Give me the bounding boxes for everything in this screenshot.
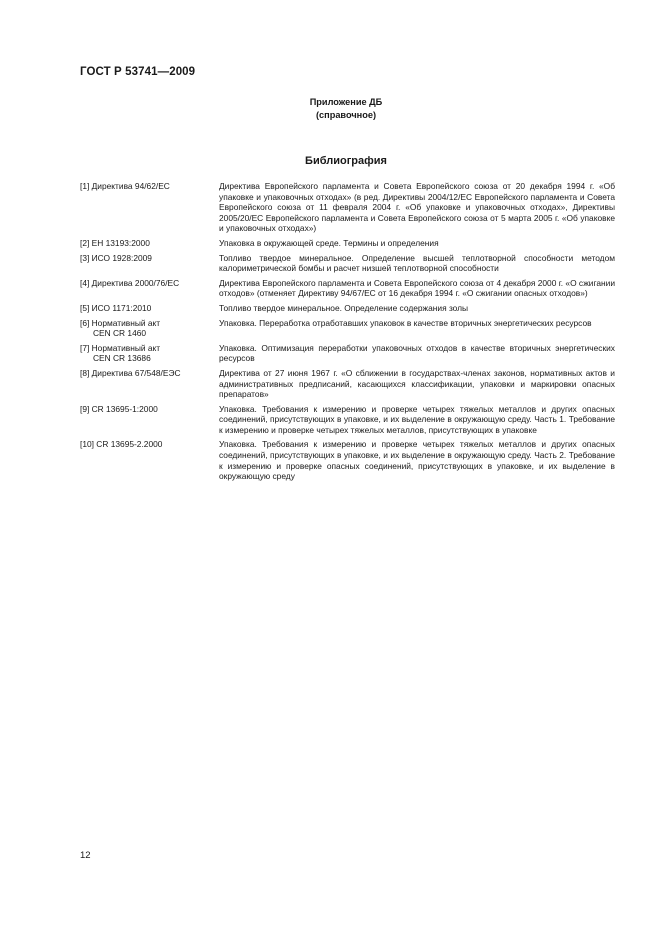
entry-description: Упаковка. Оптимизация переработки упаковочных отходов в качестве вторичных энергетических ресурсов bbox=[219, 342, 615, 364]
bibliography-list bbox=[80, 181, 615, 486]
entry-description: Упаковка. Переработка отработавших упаковок в качестве вторичных энергетических ресурсов bbox=[219, 317, 592, 328]
entry-code-line: [9] CR 13695-1:2000 bbox=[80, 403, 158, 414]
entry-code bbox=[80, 303, 219, 314]
entry-description: Топливо твердое минеральное. Определение высшей теплотворной способности методом калориметрической бомбы и расчет низшей теплотворной способности bbox=[219, 252, 615, 274]
bibliography-entry bbox=[80, 439, 615, 481]
entry-description: Упаковка в окружающей среде. Термины и определения bbox=[219, 237, 439, 248]
entry-code bbox=[80, 278, 219, 299]
entry-code-line: CEN CR 13686 bbox=[93, 353, 151, 364]
entry-code bbox=[80, 238, 219, 249]
annex-title: Приложение ДБ bbox=[309, 97, 383, 107]
entry-description: Упаковка. Требования к измерению и проверке четырех тяжелых металлов и других опасных соединений, присутствующих в упаковке, и их выделение в окружающую среду. Часть 2. Требование к измерению и проверке опасных соединений, присутствующих в упаковке, и их выделение в окружающую среду bbox=[219, 439, 615, 482]
entry-code bbox=[80, 318, 219, 339]
bibliography-entry bbox=[80, 278, 615, 299]
bibliography-title: Библиография bbox=[305, 155, 387, 167]
annex-subtitle: (справочное) bbox=[315, 109, 376, 120]
entry-code-line: CEN CR 1460 bbox=[93, 328, 147, 339]
entry-code-line: [7] Нормативный акт bbox=[80, 342, 161, 353]
entry-code-line: [6] Нормативный акт bbox=[80, 317, 161, 328]
entry-code-line: [4] Директива 2000/76/ЕС bbox=[80, 277, 180, 288]
bibliography-entry bbox=[80, 253, 615, 274]
document-header: ГОСТ Р 53741—2009 bbox=[80, 66, 196, 78]
entry-description: Упаковка. Требования к измерению и проверке четырех тяжелых металлов и других опасных соединений, присутствующих в упаковке, и их выделение в окружающую среду. Часть 1. Требование к измерению и проверке четырех тяжелых металлов, присутствующих в упаковке bbox=[219, 403, 615, 435]
entry-code bbox=[80, 439, 219, 481]
entry-code-line: [3] ИСО 1928:2009 bbox=[80, 252, 152, 263]
entry-description: Директива от 27 июня 1967 г. «О сближении в государствах-членах законов, нормативных актов и административных предписаний, касающихся классификации, упаковки и маркировки опасных препаратов» bbox=[219, 367, 615, 400]
bibliography-entry bbox=[80, 404, 615, 436]
bibliography-entry bbox=[80, 303, 615, 314]
entry-code bbox=[80, 404, 219, 436]
entry-code-line: [2] ЕН 13193:2000 bbox=[80, 237, 150, 248]
annex-heading bbox=[0, 96, 661, 121]
entry-code-line: [1] Директива 94/62/ЕС bbox=[80, 181, 170, 191]
entry-code bbox=[80, 181, 219, 234]
page-number: 12 bbox=[80, 850, 91, 861]
bibliography-entry bbox=[80, 238, 615, 249]
entry-code-line: [8] Директива 67/548/ЕЭС bbox=[80, 367, 181, 378]
entry-code-line: [10] CR 13695-2.2000 bbox=[80, 439, 163, 450]
entry-code bbox=[80, 368, 219, 400]
entry-description: Директива Европейского парламента и Совета Европейского союза от 4 декабря 2000 г. «О сжигании отходов» (отменяет Директиву 94/67/ЕС от 16 декабря 1994 г. «О сжигании опасных отходов») bbox=[219, 277, 615, 299]
bibliography-entry bbox=[80, 368, 615, 400]
bibliography-entry bbox=[80, 181, 615, 234]
entry-code bbox=[80, 343, 219, 364]
entry-code-line: [5] ИСО 1171:2010 bbox=[80, 302, 152, 313]
entry-description: Директива Европейского парламента и Совета Европейского союза от 20 декабря 1994 г. «Об упаковке и упаковочных отходах» (в ред. Директивы 2004/12/ЕС Европейского парламента и Совета Европейского союза от 11 февраля 2004 г. «Об упаковке и упаковочных отходах», Директивы 2005/20/ЕС Европейского парламента и Совета Европейского союза от 5 марта 2005 г. «Об упаковке и упаковочных отходах») bbox=[219, 181, 615, 234]
bibliography-entry bbox=[80, 343, 615, 364]
bibliography-entry bbox=[80, 318, 615, 339]
entry-description: Топливо твердое минеральное. Определение содержания золы bbox=[219, 302, 469, 313]
entry-code bbox=[80, 253, 219, 274]
